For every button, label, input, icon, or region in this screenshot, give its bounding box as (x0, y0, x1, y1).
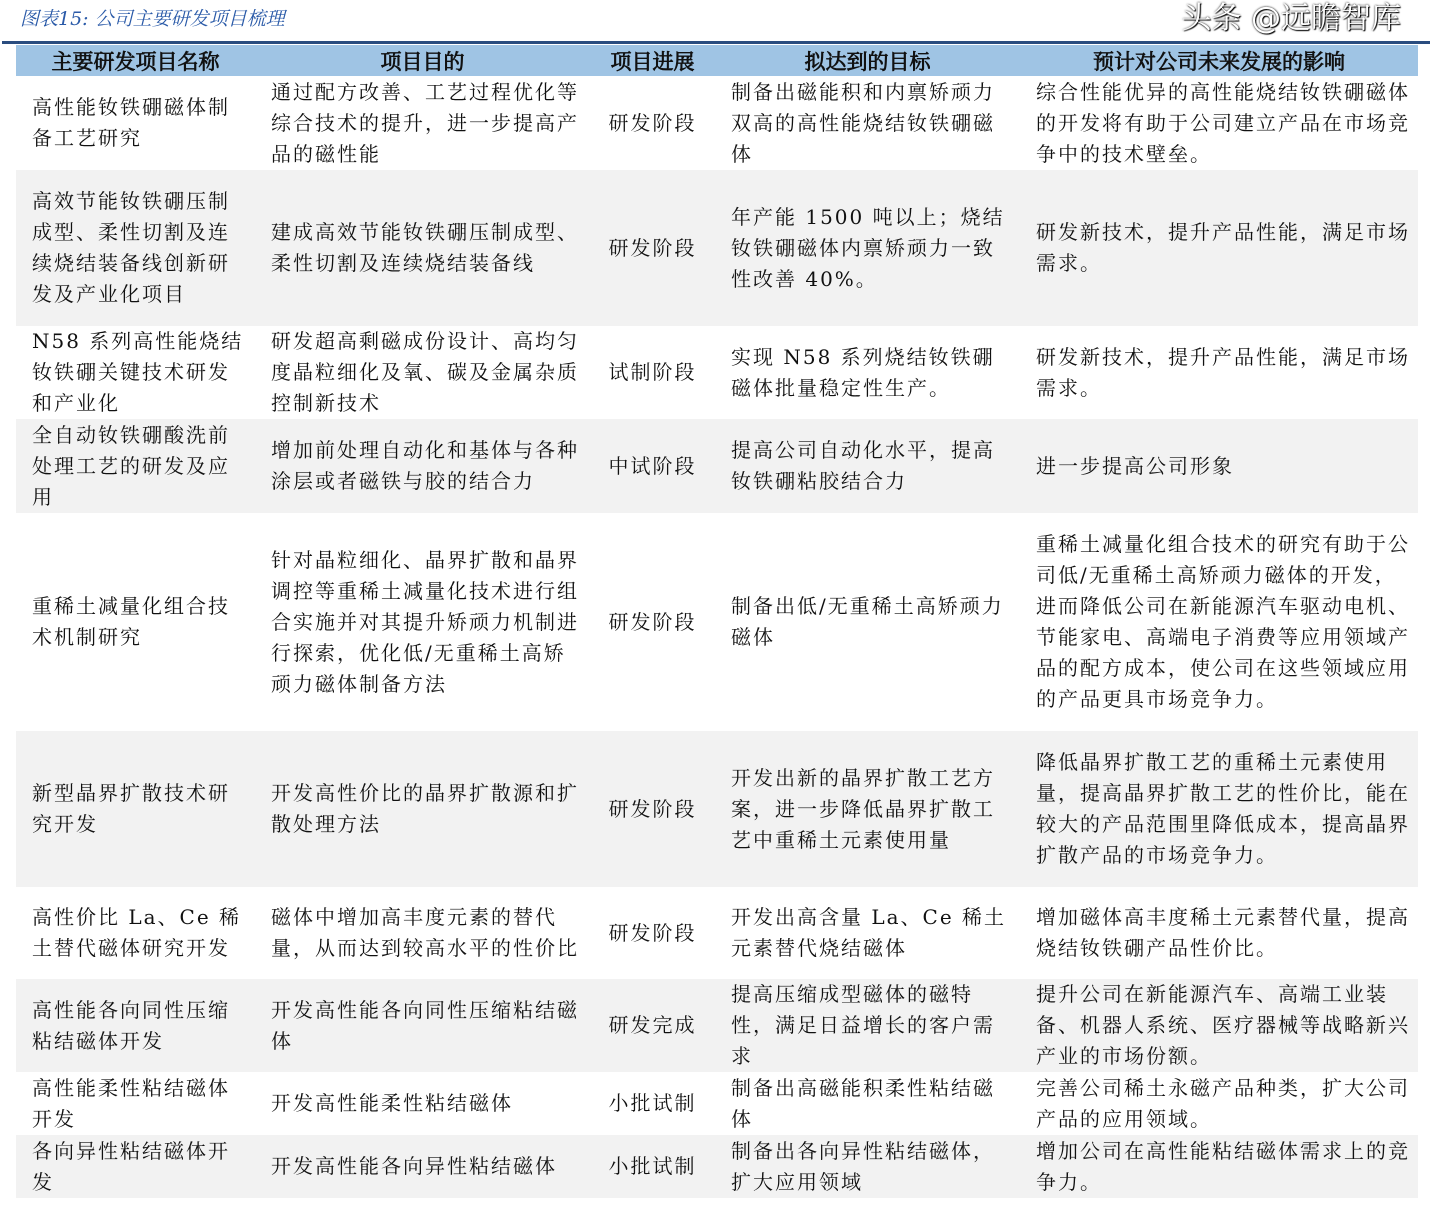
project-progress: 中试阶段 (590, 419, 715, 513)
project-purpose: 针对晶粒细化、晶界扩散和晶界调控等重稀土减量化技术进行组合实施并对其提升矫顽力机制进行探索，优化低/无重稀土高矫顽力磁体制备方法 (271, 547, 579, 696)
project-progress: 试制阶段 (608, 360, 697, 384)
table-row (16, 419, 1418, 513)
expected-impact: 提升公司在新能源汽车、高端工业装备、机器人系统、医疗器械等战略新兴产业的市场份额。 (1020, 979, 1418, 1072)
watermark: 头条 @远瞻智库 (1181, 1, 1401, 36)
top-rule (2, 41, 1430, 44)
project-name: 新型晶界扩散技术研究开发 (16, 731, 255, 887)
project-name: 高性能柔性粘结磁体开发 (32, 1075, 230, 1131)
project-purpose: 磁体中增加高丰度元素的替代量，从而达到较高水平的性价比 (271, 905, 579, 960)
project-purpose: 建成高效节能钕铁硼压制成型、柔性切割及连续烧结装备线 (255, 170, 590, 326)
table-row (16, 513, 1418, 731)
target-goal: 开发出新的晶界扩散工艺方案，进一步降低晶界扩散工艺中重稀土元素使用量 (715, 731, 1020, 887)
target-goal: 提高公司自动化水平，提高钕铁硼粘胶结合力 (715, 419, 1020, 513)
expected-impact: 重稀土减量化组合技术的研究有助于公司低/无重稀土高矫顽力磁体的开发，进而降低公司在新能源汽车驱动电机、节能家电、高端电子消费等应用领域产品的配方成本，使公司在这些领域应用的产品更具市场竞争力。 (1036, 532, 1410, 711)
column-header: 拟达到的目标 (715, 45, 1020, 76)
project-purpose: 开发高性价比的晶界扩散源和扩散处理方法 (255, 731, 590, 887)
expected-impact: 降低晶界扩散工艺的重稀土元素使用量，提高晶界扩散工艺的性价比，能在较大的产品范围里降低成本，提高晶界扩散产品的市场竞争力。 (1020, 731, 1418, 887)
column-header: 主要研发项目名称 (16, 45, 255, 76)
project-purpose: 开发高性能各向同性压缩粘结磁体 (255, 979, 590, 1072)
target-goal: 制备出各向异性粘结磁体，扩大应用领域 (715, 1135, 1020, 1198)
project-name: 高性价比 La、Ce 稀土替代磁体研究开发 (32, 905, 242, 960)
table-row (16, 1072, 1418, 1135)
rd-projects-table (16, 45, 1418, 1198)
expected-impact: 研发新技术，提升产品性能，满足市场需求。 (1020, 170, 1418, 326)
project-progress: 研发阶段 (590, 170, 715, 326)
table-row (16, 979, 1418, 1072)
column-header: 项目进展 (590, 45, 715, 76)
project-name: 各向异性粘结磁体开发 (16, 1135, 255, 1198)
project-name: 高效节能钕铁硼压制成型、柔性切割及连续烧结装备线创新研发及产业化项目 (16, 170, 255, 326)
column-header: 项目目的 (255, 45, 590, 76)
target-goal: 年产能 1500 吨以上；烧结钕铁硼磁体内禀矫顽力一致性改善 40%。 (715, 170, 1020, 326)
project-progress: 研发阶段 (608, 110, 697, 135)
project-name: 重稀土减量化组合技术机制研究 (32, 594, 230, 649)
project-purpose: 开发高性能柔性粘结磁体 (271, 1091, 513, 1115)
target-goal: 制备出高磁能积柔性粘结磁体 (731, 1075, 995, 1131)
expected-impact: 进一步提高公司形象 (1020, 419, 1418, 513)
project-progress: 小批试制 (590, 1135, 715, 1198)
project-progress: 研发完成 (590, 979, 715, 1072)
project-name: 全自动钕铁硼酸洗前处理工艺的研发及应用 (16, 419, 255, 513)
table-row (16, 1135, 1418, 1198)
project-progress: 小批试制 (608, 1091, 697, 1115)
target-goal: 实现 N58 系列烧结钕铁硼磁体批量稳定性生产。 (731, 344, 995, 400)
project-progress: 研发阶段 (590, 731, 715, 887)
table-row (16, 76, 1418, 170)
expected-impact: 研发新技术，提升产品性能，满足市场需求。 (1036, 344, 1410, 400)
table-row (16, 170, 1418, 326)
table-row (16, 731, 1418, 887)
target-goal: 提高压缩成型磁体的磁特性，满足日益增长的客户需求 (715, 979, 1020, 1072)
target-goal: 开发出高含量 La、Ce 稀土元素替代烧结磁体 (731, 905, 1007, 960)
project-name: 高性能各向同性压缩粘结磁体开发 (16, 979, 255, 1072)
expected-impact: 增加公司在高性能粘结磁体需求上的竞争力。 (1020, 1135, 1418, 1198)
table-row (16, 887, 1418, 979)
project-purpose: 研发超高剩磁成份设计、高均匀度晶粒细化及氧、碳及金属杂质控制新技术 (271, 329, 579, 415)
expected-impact: 完善公司稀土永磁产品种类，扩大公司产品的应用领域。 (1036, 1075, 1410, 1131)
expected-impact: 综合性能优异的高性能烧结钕铁硼磁体的开发将有助于公司建立产品在市场竞争中的技术壁垒。 (1036, 79, 1410, 166)
column-header: 预计对公司未来发展的影响 (1020, 45, 1418, 76)
project-purpose: 开发高性能各向异性粘结磁体 (255, 1135, 590, 1198)
target-goal: 制备出磁能积和内禀矫顽力双高的高性能烧结钕铁硼磁体 (731, 79, 995, 166)
figure-caption: 图表15: 公司主要研发项目梳理 (20, 8, 285, 30)
project-purpose: 增加前处理自动化和基体与各种涂层或者磁铁与胶的结合力 (255, 419, 590, 513)
project-purpose: 通过配方改善、工艺过程优化等综合技术的提升，进一步提高产品的磁性能 (271, 79, 579, 166)
expected-impact: 增加磁体高丰度稀土元素替代量，提高烧结钕铁硼产品性价比。 (1036, 905, 1410, 960)
header-row (16, 45, 1418, 76)
project-progress: 研发阶段 (608, 920, 697, 945)
project-progress: 研发阶段 (608, 609, 697, 634)
project-name: N58 系列高性能烧结钕铁硼关键技术研发和产业化 (32, 329, 244, 415)
table-row (16, 326, 1418, 419)
target-goal: 制备出低/无重稀土高矫顽力磁体 (731, 594, 1004, 649)
project-name: 高性能钕铁硼磁体制备工艺研究 (32, 95, 230, 150)
